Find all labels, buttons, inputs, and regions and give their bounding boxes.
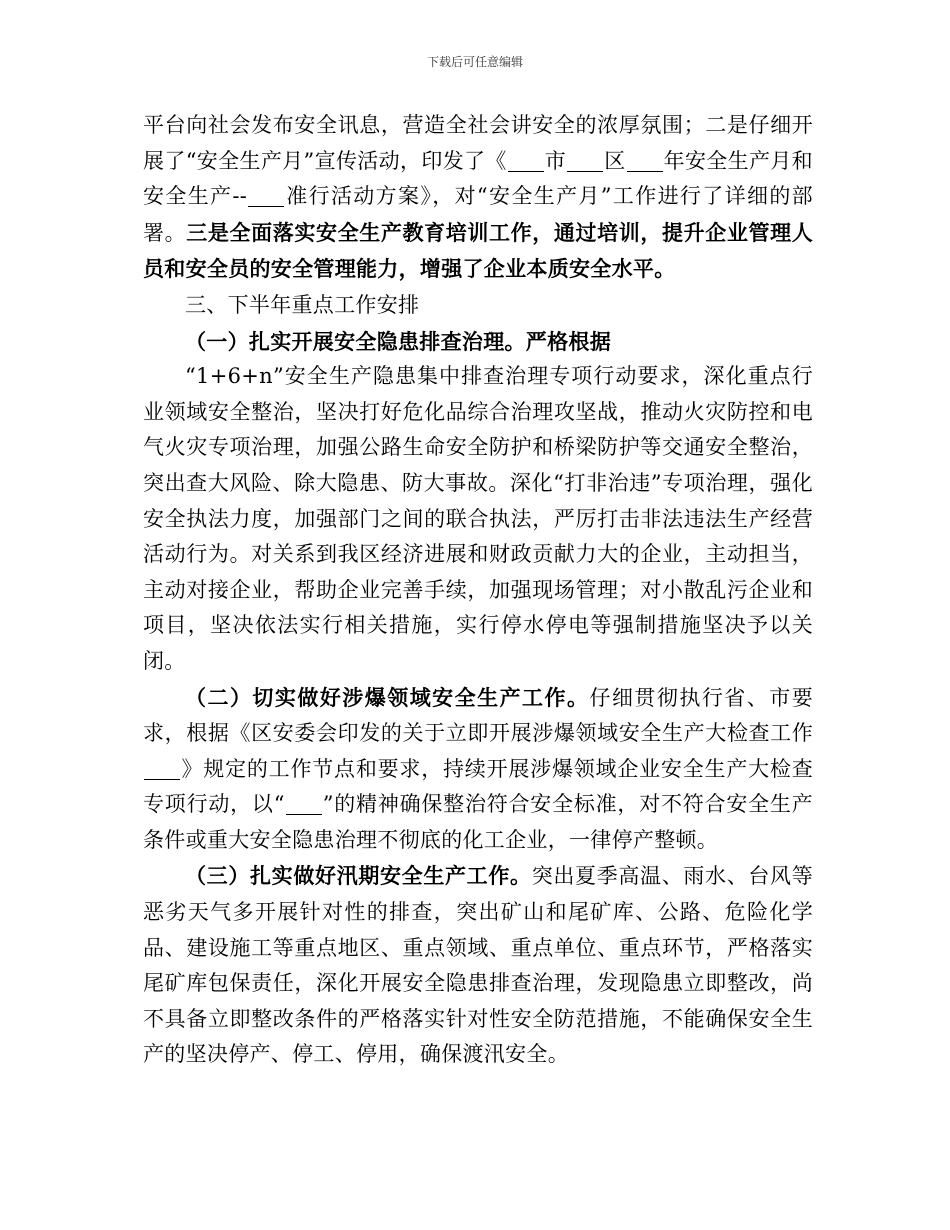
item-2-heading: （二）切实做好涉爆领域安全生产工作。 — [185, 684, 590, 710]
item-3-heading: （三）扎实做好汛期安全生产工作。 — [185, 863, 532, 889]
item-2-text-2: 》规定的工作节点和要求，持续开展涉爆领域企业安全生产大检查专项行动，以“ — [143, 756, 813, 817]
summary-text-1: 平台向社会发布安全讯息，营造全社会讲安全的浓厚氛围；二是仔细开展了“安全生产月”宣传活动，印发了《 — [143, 113, 813, 173]
section-heading: 三、下半年重点工作安排 — [185, 292, 420, 317]
item-2-paragraph — [143, 680, 813, 859]
item-2-text-3: ”的精神确保整治符合安全标准，对不符合安全生产条件或重大安全隐患治理不彻底的化工企业，一律停产整顿。 — [143, 792, 813, 852]
page-header: 下载后可任意编辑 — [426, 55, 523, 69]
blank-field — [627, 150, 663, 172]
summary-text-3: 区 — [604, 148, 626, 173]
blank-field — [144, 758, 180, 780]
summary-text-5: 准行活动方案》，对“安全生产月”工作进行了详细的部署。 — [143, 184, 813, 245]
document-body — [143, 108, 813, 1073]
blank-field — [248, 185, 284, 207]
blank-field — [567, 150, 603, 172]
summary-bold-text: 三是全面落实安全生产教育培训工作，通过培训，提升企业管理人员和安全员的安全管理能力，增强了企业本质安全水平。 — [143, 219, 813, 282]
item-3-body: 突出夏季高温、雨水、台风等恶劣天气多开展针对性的排查，突出矿山和尾矿库、公路、危险化学品、建设施工等重点地区、重点领域、重点单位、重点环节，严格落实尾矿库包保责任，深化开展安全隐患排查治理，发现隐患立即整改，尚不具备立即整改条件的严格落实针对性安全防范措施，不能确保安全生产的坚决停产、停工、停用，确保渡汛安全。 — [143, 864, 813, 1067]
item-2-text-1: 仔细贯彻执行省、市要求，根据《区安委会印发的关于立即开展涉爆领域安全生产大检查工作 — [143, 685, 813, 746]
item-3-paragraph — [143, 858, 813, 1073]
blank-field — [508, 150, 544, 172]
item-1-body: “1+6+n”安全生产隐患集中排查治理专项行动要求，深化重点行业领域安全整治，坚决打好危化品综合治理攻坚战，推动火灾防控和电气火灾专项治理，加强公路生命安全防护和桥梁防护等交通安全整治，突出查大风险、除大隐患、防大事故。深化“打非治违”专项治理，强化安全执法力度，加强部门之间的联合执法，严厉打击非法违法生产经营活动行为。对关系到我区经济进展和财政贡献力大的企业，主动担当，主动对接企业，帮助企业完善手续，加强现场管理；对小散乱污企业和项目，坚决依法实行相关措施，实行停水停电等强制措施坚决予以关闭。 — [143, 364, 813, 673]
summary-text-4: 年安全生产月和安全生产-- — [143, 148, 813, 209]
item-1-heading: （一）扎实开展安全隐患排查治理。严格根据 — [185, 328, 611, 354]
summary-text-2: 市 — [544, 148, 567, 173]
blank-field — [286, 793, 322, 815]
paragraph-summary — [143, 108, 813, 288]
